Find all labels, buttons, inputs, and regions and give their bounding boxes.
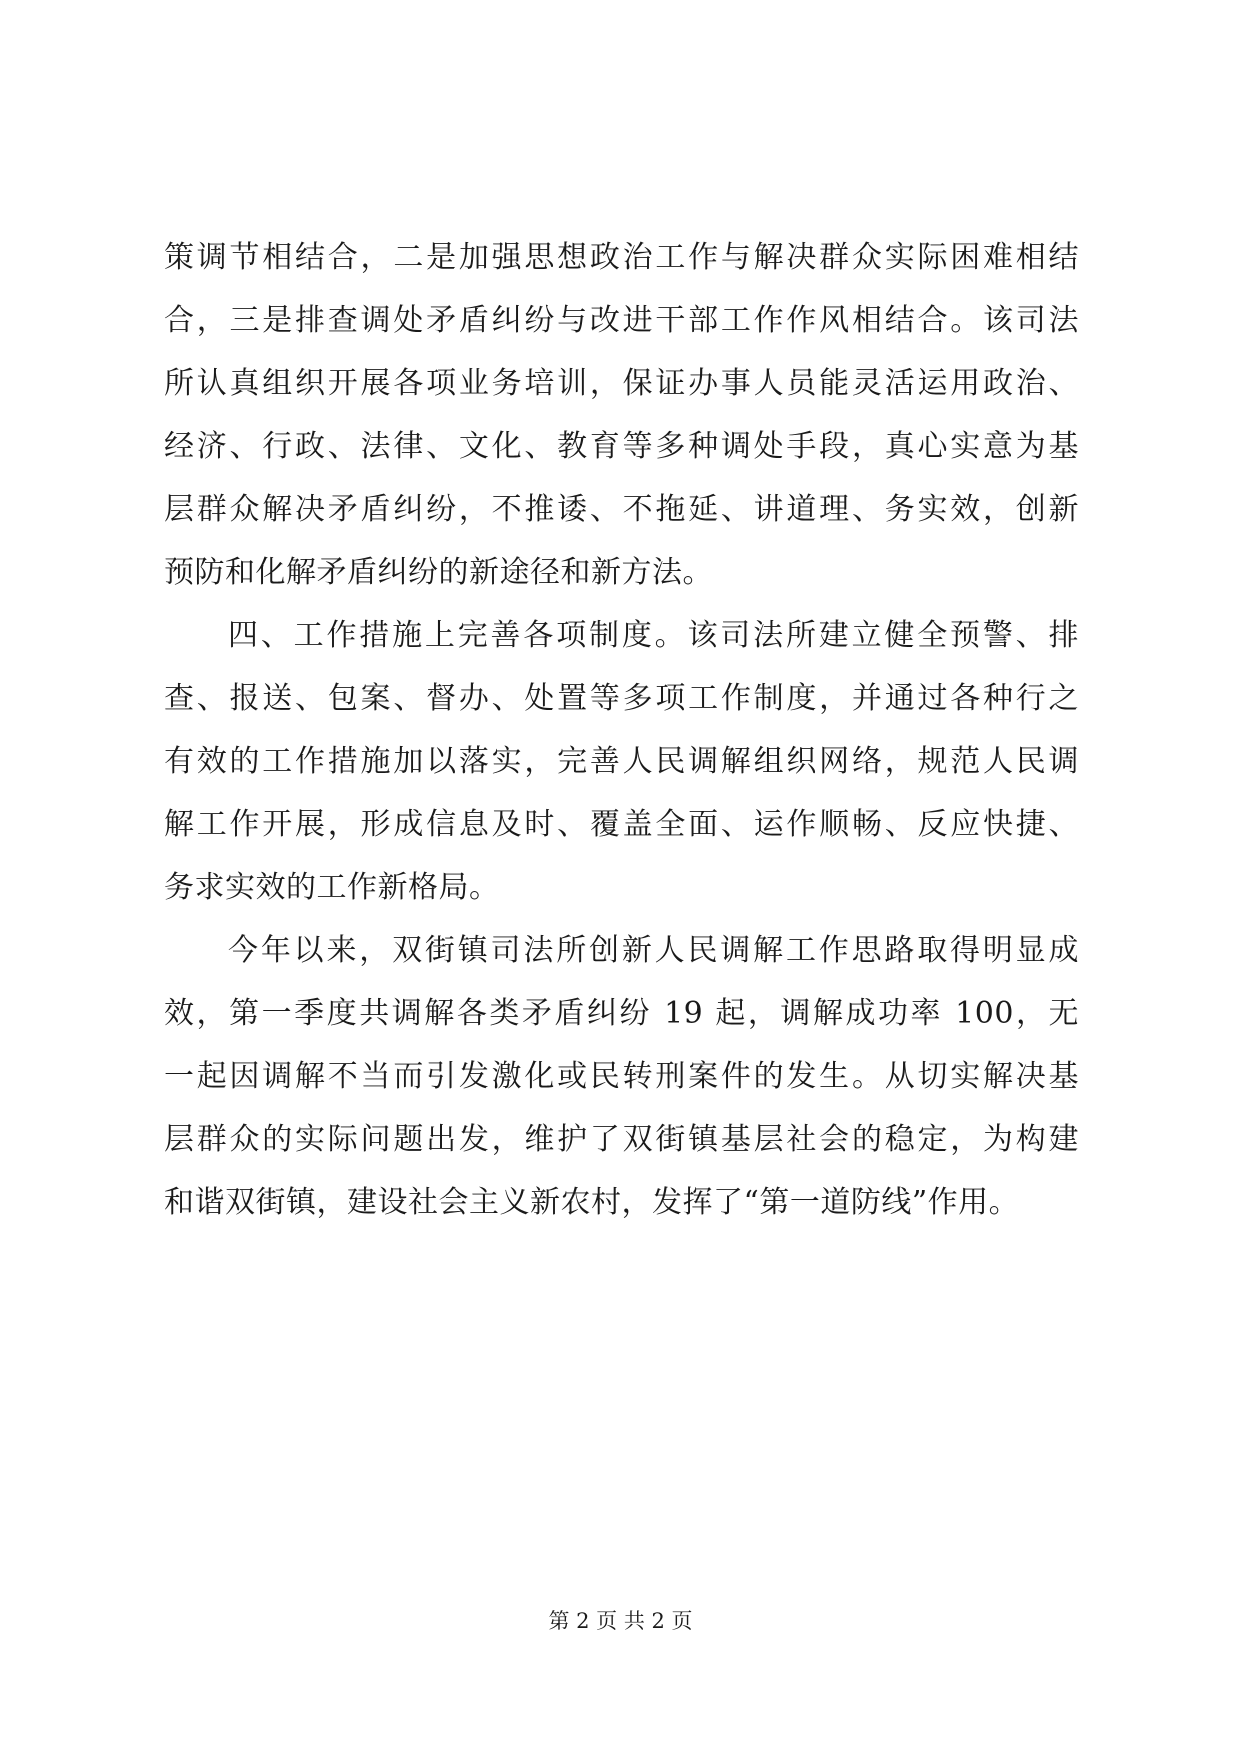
text-line: 四、工作措施上完善各项制度。该司法所建立健全预警、排 (228, 618, 1079, 653)
text-line: 层群众的实际问题出发，维护了双街镇基层社会的稳定，为构建 (164, 1122, 1079, 1157)
text-line: 解工作开展，形成信息及时、覆盖全面、运作顺畅、反应快捷、 (164, 807, 1079, 842)
text-line: 务求实效的工作新格局。 (164, 870, 500, 905)
text-line: 预防和化解矛盾纠纷的新途径和新方法。 (164, 555, 713, 590)
text-line: 效，第一季度共调解各类矛盾纠纷 19 起，调解成功率 100，无 (164, 996, 1079, 1031)
text-line: 经济、行政、法律、文化、教育等多种调处手段，真心实意为基 (164, 429, 1079, 464)
text-line: 策调节相结合，二是加强思想政治工作与解决群众实际困难相结 (164, 240, 1079, 275)
body-text (164, 226, 1079, 1234)
text-line: 层群众解决矛盾纠纷，不推诿、不拖延、讲道理、务实效，创新 (164, 492, 1079, 527)
text-line: 查、报送、包案、督办、处置等多项工作制度，并通过各种行之 (164, 681, 1079, 716)
text-line: 所认真组织开展各项业务培训，保证办事人员能灵活运用政治、 (164, 366, 1079, 401)
paragraph (164, 226, 1079, 604)
paragraph (164, 604, 1079, 919)
text-line: 一起因调解不当而引发激化或民转刑案件的发生。从切实解决基 (164, 1059, 1079, 1094)
page-footer: 第 2 页 共 2 页 (548, 1609, 693, 1633)
text-line: 有效的工作措施加以落实，完善人民调解组织网络，规范人民调 (164, 744, 1079, 779)
text-line: 合，三是排查调处矛盾纠纷与改进干部工作作风相结合。该司法 (164, 303, 1079, 338)
text-line: 今年以来，双街镇司法所创新人民调解工作思路取得明显成 (228, 933, 1079, 968)
paragraph (164, 919, 1079, 1234)
text-line: 和谐双街镇，建设社会主义新农村，发挥了“第一道防线”作用。 (164, 1185, 1020, 1220)
